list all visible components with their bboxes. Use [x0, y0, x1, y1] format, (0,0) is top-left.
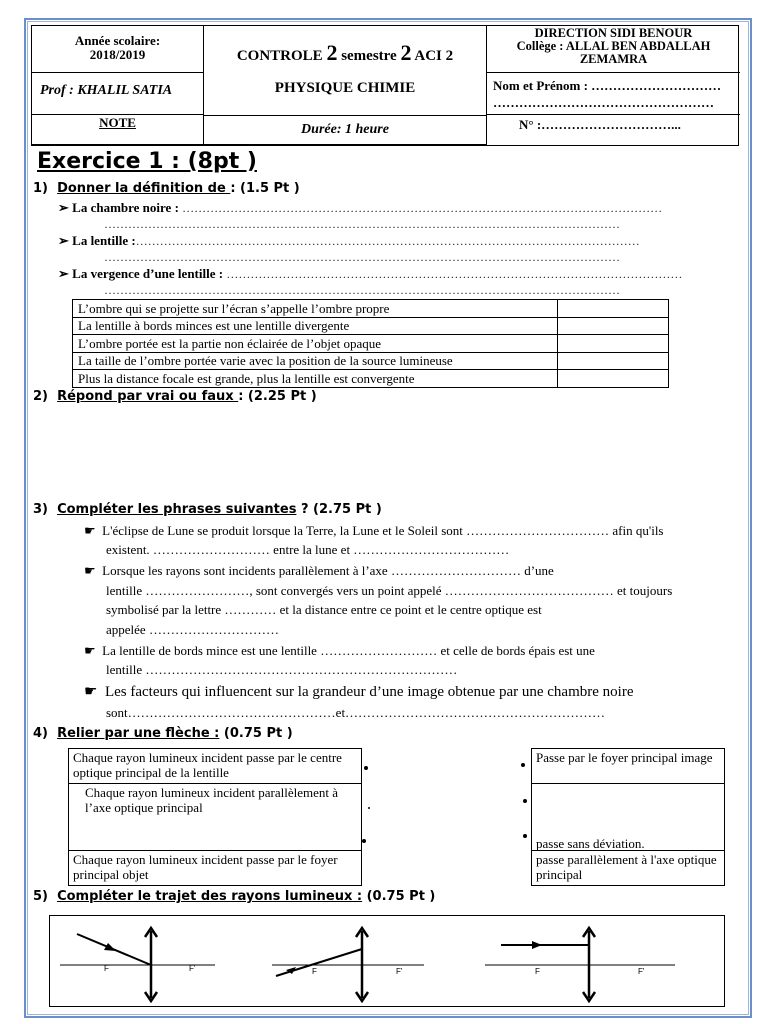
answer-cell[interactable]	[558, 300, 669, 318]
q1-item-darkroom-line2: …………………………………………………………………………………………………………………	[104, 217, 620, 231]
link-left-box-1[interactable]: Chaque rayon lumineux incident passe par le centre optique principal de la lentille	[68, 748, 362, 784]
student-name-cell	[487, 73, 740, 115]
true-false-table	[72, 299, 669, 388]
statement-cell: La lentille à bords minces est une lentille divergente	[73, 317, 558, 335]
answer-cell[interactable]	[558, 352, 669, 370]
ray-diagram-1[interactable]	[60, 928, 215, 1001]
q3-sentence-darkroom: ☛ Les facteurs qui influencent sur la grandeur d’une image obtenue par une chambre noire	[84, 684, 634, 700]
teacher-cell	[32, 73, 204, 115]
question-1: 1) Donner la définition de : (1.5 Pt )	[33, 181, 300, 196]
school-year-value: 2018/2019	[89, 47, 146, 62]
q3-sentence-lens: ☛ La lentille de bords mince est une lentille ……………………… et celle de bords épais est une	[84, 643, 595, 658]
question-3: 3) Compléter les phrases suivantes ? (2.75 Pt )	[33, 502, 382, 517]
link-left-box-3[interactable]: Chaque rayon lumineux incident passe par le foyer principal objet	[68, 850, 362, 886]
ray-diagram-3[interactable]	[485, 928, 675, 1001]
ray-arrow-icon	[532, 941, 542, 949]
q1-item-lens-line2: …………………………………………………………………………………………………………………	[104, 250, 620, 264]
q3-sentence-lens-line2: lentille ………………………………………………………………	[106, 662, 458, 677]
ray-diagram-2[interactable]	[272, 928, 424, 1001]
q3-sentence-focus-line3: symbolisé par la lettre ………… et la distance entre ce point et le centre optique est	[106, 602, 542, 617]
answer-cell[interactable]	[558, 370, 669, 388]
college-name: Collège : ALLAL BEN ABDALLAH ZEMAMRA	[516, 39, 711, 66]
grade-label: NOTE	[99, 115, 136, 130]
exam-title: CONTROLE 2 semestre 2 ACI 2	[236, 40, 454, 65]
link-right-box-1[interactable]: Passe par le foyer principal image	[531, 748, 725, 784]
ray-arrow-icon	[104, 943, 116, 951]
q3-sentence-focus-line2: lentille ……………………, sont convergés vers un point appelé ………………………………… et toujours	[106, 583, 673, 598]
table-row	[73, 370, 669, 388]
question-4: 4) Relier par une flèche : (0.75 Pt )	[33, 726, 293, 741]
link-left-dot-3[interactable]	[362, 839, 366, 843]
answer-cell[interactable]	[558, 335, 669, 353]
hand-pointer-icon: ☛	[84, 684, 98, 700]
link-left-dot-2[interactable]	[368, 807, 370, 809]
statement-cell: La taille de l’ombre portée varie avec la position de la source lumineuse	[73, 352, 558, 370]
q3-sentence-focus: ☛ Lorsque les rayons sont incidents parallèlement à l’axe ………………………… d’une	[84, 563, 554, 578]
question-5: 5) Compléter le trajet des rayons lumineux : (0.75 Pt )	[33, 889, 436, 904]
exam-title-cell	[204, 26, 487, 115]
header-table	[31, 25, 739, 146]
exam-subject: PHYSIQUE CHIMIE	[274, 80, 416, 96]
focus-image-label: F'	[189, 964, 196, 973]
hand-pointer-icon: ☛	[84, 523, 96, 538]
link-right-box-2[interactable]: passe sans déviation.	[531, 783, 725, 851]
focus-object-label: F	[104, 964, 109, 973]
statement-cell: L’ombre qui se projette sur l’écran s’appelle l’ombre propre	[73, 300, 558, 318]
hand-pointer-icon: ☛	[84, 563, 96, 578]
answer-cell[interactable]	[558, 317, 669, 335]
exercise-title: Exercice 1 : (8pt )	[37, 149, 257, 174]
student-number-label: N° :…………………………...	[519, 117, 681, 132]
link-left-box-2[interactable]: Chaque rayon lumineux incident parallèlement à l’axe optique principal	[68, 783, 362, 851]
q3-sentence-eclipse-line2: existent. ……………………… entre la lune et ………………………………	[106, 542, 510, 557]
link-right-dot-1[interactable]	[521, 763, 525, 767]
focus-image-label: F'	[396, 967, 403, 976]
table-row	[73, 300, 669, 318]
ray-diagrams[interactable]	[50, 916, 726, 1008]
focus-object-label: F	[535, 967, 540, 976]
question-2: 2) Répond par vrai ou faux : (2.25 Pt )	[33, 389, 317, 404]
hand-pointer-icon: ☛	[84, 643, 96, 658]
q1-item-vergence-line2: …………………………………………………………………………………………………………………	[104, 283, 620, 297]
table-row	[73, 352, 669, 370]
q3-sentence-eclipse: ☛ L'éclipse de Lune se produit lorsque la Terre, la Lune et le Soleil sont …………………………… afin qu'ils	[84, 523, 664, 538]
student-name-dots: ……………………………………………	[493, 95, 714, 110]
table-row	[73, 317, 669, 335]
incident-ray	[276, 949, 362, 976]
statement-cell: Plus la distance focale est grande, plus la lentille est convergente	[73, 370, 558, 388]
focus-image-label: F'	[638, 967, 645, 976]
focus-object-label: F	[312, 967, 317, 976]
link-right-dot-3[interactable]	[523, 834, 527, 838]
exam-duration: Durée: 1 heure	[301, 122, 389, 137]
student-name-label: Nom et Prénom : …………………………	[493, 78, 722, 93]
link-right-dot-2[interactable]	[523, 799, 527, 803]
direction-name: DIRECTION SIDI BENOUR	[534, 26, 693, 40]
school-year-cell	[32, 26, 204, 73]
school-year-label: Année scolaire:	[74, 33, 161, 48]
q1-item-lens: ➢ La lentille :………………………………………………………………………………………………………………	[58, 233, 640, 248]
q3-sentence-darkroom-line2: sont…………………………………………et……………………………………………………	[106, 705, 606, 720]
q1-item-darkroom: ➢ La chambre noire : …………………………………………………………………………………………………………	[58, 200, 663, 215]
link-right-box-3[interactable]: passe parallèlement à l'axe optique principal	[531, 850, 725, 886]
student-number-cell	[487, 115, 740, 145]
duration-cell	[204, 115, 487, 145]
grade-cell	[32, 115, 204, 145]
ray-diagrams-box	[49, 915, 725, 1007]
q1-item-vergence: ➢ La vergence d’une lentille : ……………………………………………………………………………………………………	[58, 266, 683, 281]
link-left-dot-1[interactable]	[364, 766, 368, 770]
institution-cell	[487, 26, 740, 73]
teacher-name: Prof : KHALIL SATIA	[40, 83, 173, 98]
q3-sentence-focus-line4: appelée …………………………	[106, 622, 279, 637]
statement-cell: L’ombre portée est la partie non éclairée de l’objet opaque	[73, 335, 558, 353]
table-row	[73, 335, 669, 353]
